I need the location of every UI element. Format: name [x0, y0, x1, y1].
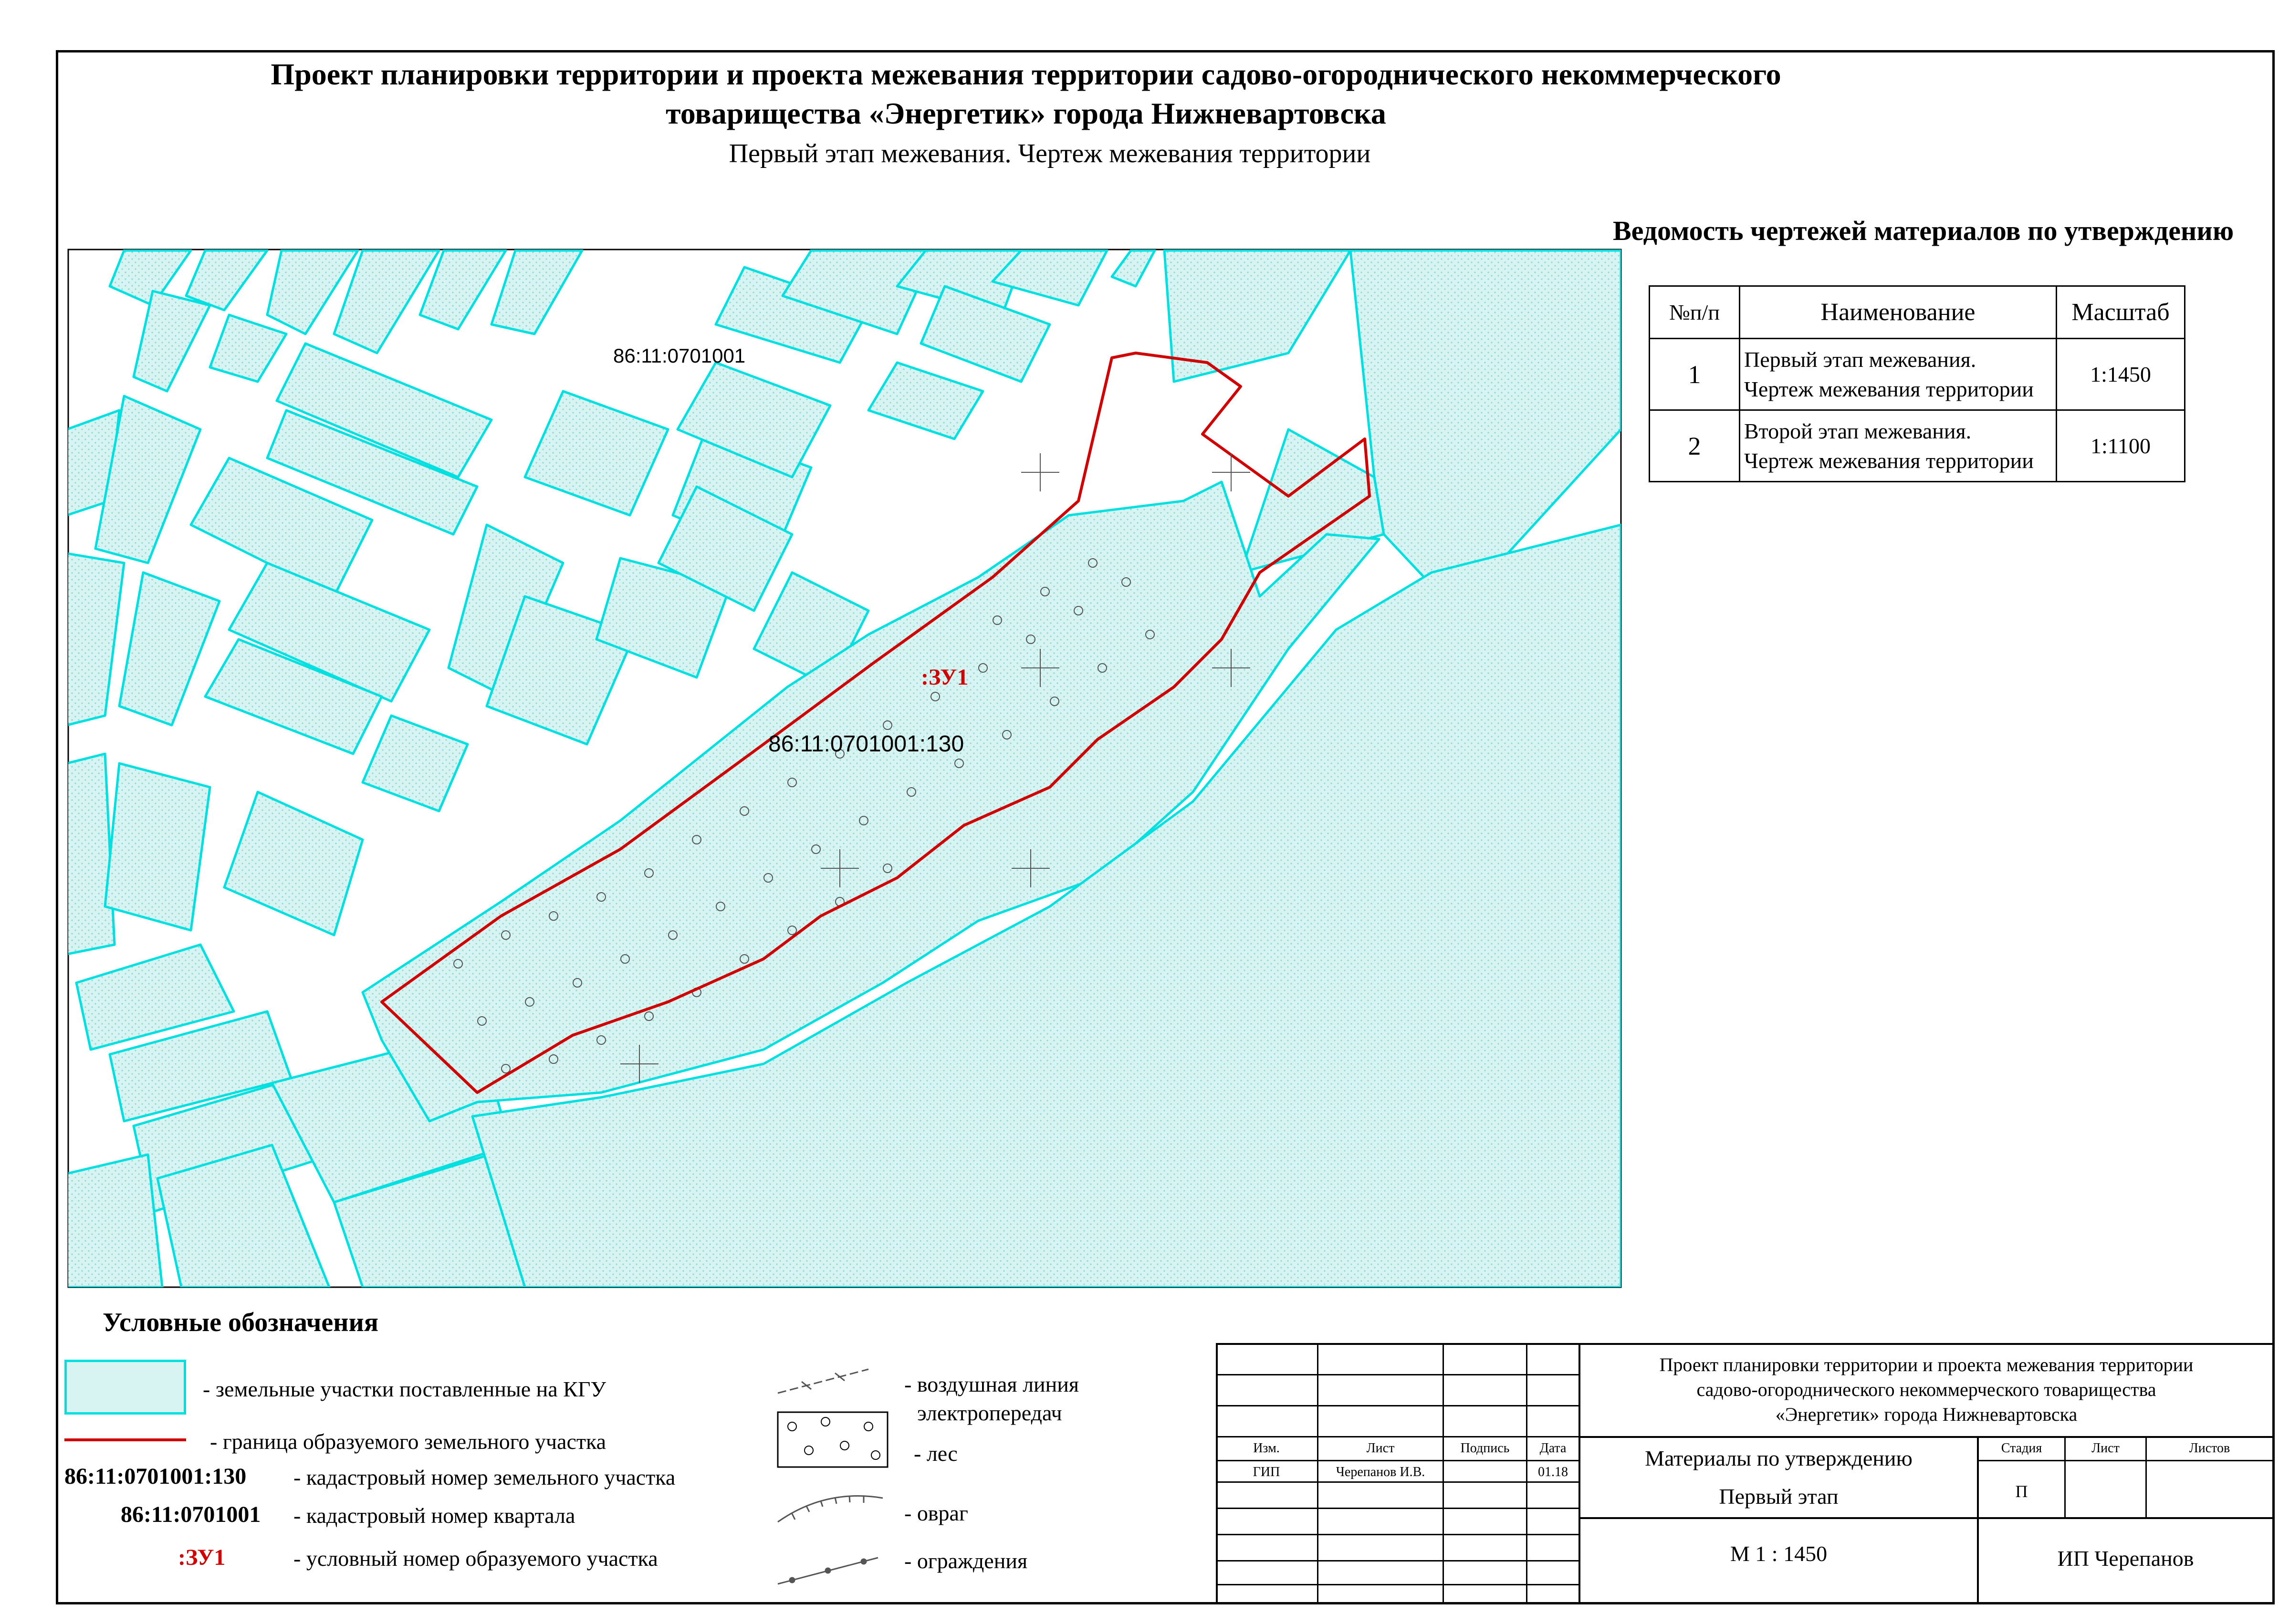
legend-forest-text: - лес [914, 1441, 958, 1466]
row-scale: 1:1100 [2057, 410, 2185, 482]
stamp-project-line1: Проект планировки территории и проекта межевания территории [1659, 1354, 2194, 1375]
row-name [1740, 410, 2057, 482]
fence-symbol [778, 1558, 878, 1584]
stamp-stage-value: П [2015, 1482, 2028, 1501]
legend-parcel-code: 86:11:0701001:130 [64, 1464, 247, 1489]
stamp-date: 01.18 [1538, 1465, 1568, 1479]
legend-powerline-text2: электропередач [917, 1401, 1062, 1425]
stamp-company: ИП Черепанов [2057, 1546, 2194, 1571]
legend-kgu-text: - земельные участки поставленные на КГУ [203, 1377, 606, 1401]
stamp-project-line3: «Энергетик» города Нижневартовска [1775, 1404, 2078, 1425]
row-scale: 1:1450 [2057, 339, 2185, 410]
legend-plot-desc: - условный номер образуемого участка [293, 1546, 658, 1571]
ravine-symbol [778, 1496, 883, 1522]
powerline-symbol [778, 1369, 868, 1393]
legend-plot-code: :ЗУ1 [178, 1545, 226, 1570]
stamp-stage-name: Первый этап [1719, 1484, 1839, 1509]
legend-symbols [773, 1364, 916, 1589]
legend-boundary-text: - граница образуемого земельного участка [210, 1429, 606, 1454]
parcel-number-label: 86:11:0701001:130 [768, 731, 964, 757]
title-block [1216, 1343, 2272, 1604]
legend-fence-text: - ограждения [904, 1549, 1028, 1573]
quarter-number-label: 86:11:0701001 [613, 344, 746, 367]
stamp-header-stadiya: Стадия [2001, 1441, 2042, 1456]
stamp-header-list2: Лист [2091, 1441, 2120, 1456]
table-row [1650, 410, 2185, 482]
legend-quarter-code: 86:11:0701001 [121, 1502, 261, 1527]
cadastral-map [67, 248, 1622, 1288]
row-num: 1 [1650, 339, 1740, 410]
stamp-header-listov: Листов [2189, 1441, 2230, 1456]
stamp-scale: М 1 : 1450 [1730, 1541, 1828, 1566]
stamp-header-list: Лист [1366, 1441, 1395, 1456]
drawings-list-title: Ведомость чертежей материалов по утверждению [1613, 215, 2234, 246]
stamp-header-data: Дата [1539, 1441, 1567, 1456]
row-name-line1: Первый этап межевания. [1744, 347, 1976, 372]
drawing-title-line2: товарищества «Энергетик» города Нижневартовска [666, 96, 1386, 130]
col-header-scale: Масштаб [2057, 286, 2185, 339]
legend-powerline-text: - воздушная линия [904, 1372, 1079, 1396]
stamp-project-line2: садово-огороднического некоммерческого товарищества [1696, 1379, 2156, 1400]
legend-quarter-desc: - кадастровый номер квартала [293, 1503, 575, 1528]
row-name-line1: Второй этап межевания. [1744, 418, 1972, 443]
row-name-line2: Чертеж межевания территории [1744, 448, 2034, 473]
stamp-gip-name: Черепанов И.В. [1336, 1465, 1425, 1479]
legend-ravine-text: - овраг [904, 1501, 968, 1525]
col-header-num: №п/п [1650, 286, 1740, 339]
row-num: 2 [1650, 410, 1740, 482]
kgu-swatch [64, 1360, 186, 1415]
row-name [1740, 339, 2057, 410]
table-row [1650, 339, 2185, 410]
stamp-materials: Материалы по утверждению [1645, 1446, 1913, 1470]
col-header-name: Наименование [1740, 286, 2057, 339]
row-name-line2: Чертеж межевания территории [1744, 376, 2034, 401]
boundary-swatch [64, 1438, 186, 1441]
plot-label: :ЗУ1 [921, 665, 969, 690]
forest-symbol [778, 1412, 888, 1467]
stamp-project-title [1580, 1353, 2272, 1427]
stamp-header-podpis: Подпись [1460, 1441, 1510, 1456]
drawing-subtitle: Первый этап межевания. Чертеж межевания территории [729, 139, 1371, 168]
drawings-list-table [1649, 285, 2185, 482]
legend-title: Условные обозначения [103, 1308, 379, 1337]
legend-parcel-desc: - кадастровый номер земельного участка [293, 1465, 676, 1489]
drawing-title-line1: Проект планировки территории и проекта межевания территории садово-огороднического некоммерческого [271, 57, 1781, 91]
stamp-header-izm: Изм. [1253, 1441, 1280, 1456]
stamp-gip: ГИП [1253, 1465, 1280, 1479]
